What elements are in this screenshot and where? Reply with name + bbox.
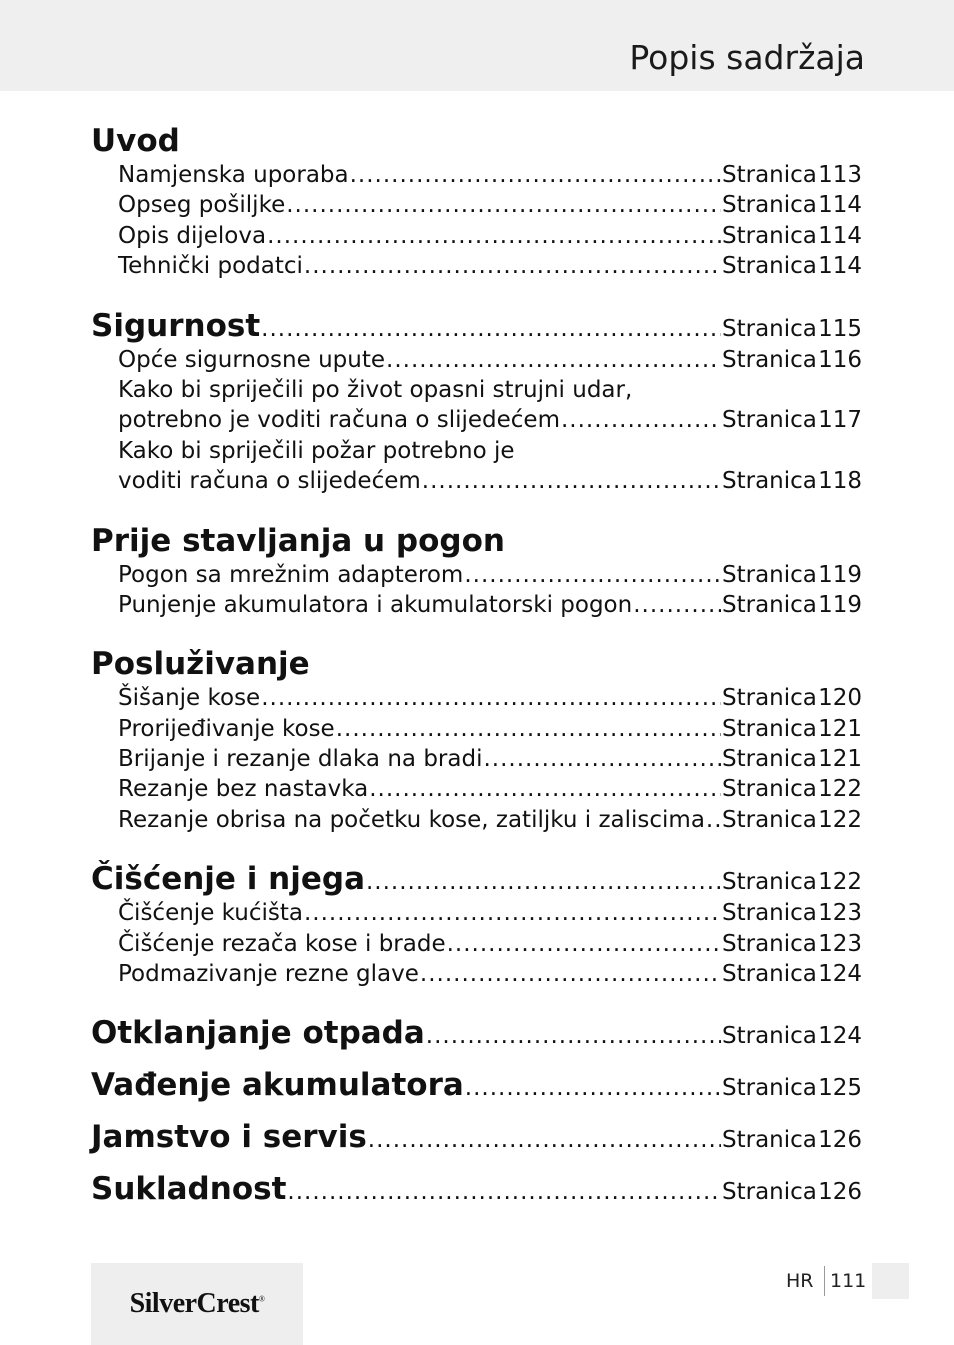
dot-leader <box>420 959 721 989</box>
toc-entry[interactable] <box>91 160 862 190</box>
toc-heading-entry[interactable] <box>91 307 862 345</box>
toc-entry-line1 <box>91 436 862 466</box>
section-heading: Čišćenje i njega <box>91 861 365 898</box>
toc-entry[interactable] <box>91 466 862 496</box>
page-word: Stranica <box>722 192 817 219</box>
entry-label: Čišćenje kućišta <box>118 900 303 927</box>
page-word: Stranica <box>722 222 817 249</box>
toc-entry[interactable] <box>91 744 862 774</box>
page-number-footer: 111 <box>830 1270 867 1292</box>
dot-leader <box>267 221 721 251</box>
page-word: Stranica <box>722 407 817 434</box>
page-word: Stranica <box>722 1127 817 1154</box>
entry-label: Opće sigurnosne upute <box>118 346 386 373</box>
toc-section-uvod <box>91 122 862 282</box>
page-word: Stranica <box>722 806 817 833</box>
entry-label: Rezanje obrisa na početku kose, zatiljku i zaliscima <box>118 806 705 833</box>
section-heading: Posluživanje <box>91 646 310 683</box>
page-word: Stranica <box>722 1179 817 1206</box>
page-word: Stranica <box>722 776 817 803</box>
dot-leader <box>561 405 721 435</box>
toc-entry[interactable] <box>91 221 862 251</box>
page-word: Stranica <box>722 162 817 188</box>
dot-leader <box>286 190 721 220</box>
page-number: 114 <box>818 192 862 219</box>
page-number: 122 <box>818 869 862 896</box>
page-word: Stranica <box>722 715 817 742</box>
toc-entry[interactable] <box>91 774 862 804</box>
page-number: 126 <box>818 1127 862 1154</box>
toc-section-otklanjanje <box>91 1014 862 1052</box>
page-word: Stranica <box>722 961 817 988</box>
entry-label: Namjenska uporaba <box>118 162 349 188</box>
page-number: 116 <box>818 346 862 373</box>
page-number: 113 <box>818 162 862 188</box>
footer-tab-box <box>872 1263 909 1299</box>
dot-leader <box>369 774 721 804</box>
page-number: 114 <box>818 253 862 280</box>
dot-leader <box>465 1069 721 1107</box>
page-number: 115 <box>818 315 862 342</box>
page-word: Stranica <box>722 900 817 927</box>
toc-section-sukladnost <box>91 1170 862 1208</box>
dot-leader <box>483 744 721 774</box>
entry-label: Opseg pošiljke <box>118 192 286 219</box>
toc-entry[interactable] <box>91 190 862 220</box>
toc-entry[interactable] <box>91 805 862 835</box>
toc-section-ciscenje <box>91 860 862 989</box>
toc-entry[interactable] <box>91 405 862 435</box>
entry-label: Tehnički podatci <box>118 253 303 280</box>
dot-leader <box>366 863 721 901</box>
dot-leader <box>447 929 721 959</box>
page-number: 123 <box>818 900 862 927</box>
page-number: 123 <box>818 930 862 957</box>
page-number: 121 <box>818 715 862 742</box>
page-number: 124 <box>818 1023 862 1050</box>
page-word: Stranica <box>722 1023 817 1050</box>
language-code: HR <box>786 1270 814 1292</box>
toc-entry[interactable] <box>91 714 862 744</box>
page-number: 119 <box>818 561 862 588</box>
toc-heading-entry[interactable] <box>91 1118 862 1156</box>
page-number: 121 <box>818 746 862 773</box>
entry-label: Podmazivanje rezne glave <box>118 961 419 988</box>
toc-entry-line1 <box>91 375 862 405</box>
toc-entry[interactable] <box>91 959 862 989</box>
dot-leader <box>706 805 721 835</box>
page-number: 120 <box>818 685 862 712</box>
page-word: Stranica <box>722 346 817 373</box>
entry-label: potrebno je voditi računa o slijedećem <box>118 407 560 434</box>
entry-label: Punjenje akumulatora i akumulatorski pogon <box>118 591 633 618</box>
toc-entry[interactable] <box>91 898 862 928</box>
toc-entry[interactable] <box>91 929 862 959</box>
section-heading: Sukladnost <box>91 1171 287 1208</box>
dot-leader <box>304 251 721 281</box>
page-number: 118 <box>818 468 862 495</box>
toc-heading-entry[interactable] <box>91 1014 862 1052</box>
page-number: 122 <box>818 806 862 833</box>
entry-label: Prorijeđivanje kose <box>118 715 335 742</box>
entry-label: Pogon sa mrežnim adapterom <box>118 561 464 588</box>
page-number: 125 <box>818 1075 862 1102</box>
page-title: Popis sadržaja <box>629 38 865 77</box>
section-heading: Vađenje akumulatora <box>91 1067 464 1104</box>
page-number: 122 <box>818 776 862 803</box>
entry-label: Čišćenje rezača kose i brade <box>118 930 446 957</box>
toc-heading-entry[interactable] <box>91 1066 862 1104</box>
dot-leader <box>633 590 721 620</box>
dot-leader <box>287 1173 721 1211</box>
dot-leader <box>422 466 721 496</box>
page-word: Stranica <box>722 869 817 896</box>
page-number: 114 <box>818 222 862 249</box>
table-of-contents <box>91 122 862 1222</box>
toc-section-prije-stavljanja <box>91 522 862 621</box>
toc-section-posluzivanje <box>91 645 862 835</box>
dot-leader <box>464 560 721 590</box>
page-word: Stranica <box>722 253 817 280</box>
dot-leader <box>261 310 721 348</box>
silvercrest-logo <box>130 1288 265 1320</box>
section-heading: Sigurnost <box>91 307 261 344</box>
entry-label: Šišanje kose <box>118 685 261 712</box>
section-heading: Uvod <box>91 123 180 159</box>
entry-label: Brijanje i rezanje dlaka na bradi <box>118 746 483 773</box>
toc-entry[interactable] <box>91 345 862 375</box>
entry-label-line1: Kako bi spriječili požar potrebno je <box>118 437 515 464</box>
page-word: Stranica <box>722 746 817 773</box>
page-word: Stranica <box>722 930 817 957</box>
dot-leader <box>304 898 721 928</box>
logo-text: SilverCrest <box>129 1288 259 1319</box>
page-word: Stranica <box>722 468 817 495</box>
dot-leader <box>350 160 721 190</box>
page-number: 126 <box>818 1179 862 1206</box>
page-word: Stranica <box>722 685 817 712</box>
section-heading: Otklanjanje otpada <box>91 1015 425 1052</box>
page-number: 124 <box>818 961 862 988</box>
page-word: Stranica <box>722 315 817 342</box>
page-number: 117 <box>818 407 862 434</box>
toc-entry[interactable] <box>91 560 862 590</box>
toc-entry[interactable] <box>91 683 862 713</box>
toc-entry[interactable] <box>91 251 862 281</box>
page-word: Stranica <box>722 561 817 588</box>
page-number: 119 <box>818 591 862 618</box>
toc-section-jamstvo <box>91 1118 862 1156</box>
dot-leader <box>426 1017 721 1055</box>
toc-section-sigurnost <box>91 307 862 497</box>
dot-leader <box>336 714 721 744</box>
footer-divider <box>824 1266 825 1296</box>
entry-label: Opis dijelova <box>118 222 267 249</box>
dot-leader <box>386 345 721 375</box>
page-word: Stranica <box>722 1075 817 1102</box>
section-heading: Prije stavljanja u pogon <box>91 522 505 559</box>
toc-section-vadenje <box>91 1066 862 1104</box>
dot-leader <box>261 683 721 713</box>
registered-mark: ® <box>258 1294 265 1304</box>
section-heading: Jamstvo i servis <box>91 1119 367 1156</box>
page-word: Stranica <box>722 591 817 618</box>
toc-heading-entry[interactable] <box>91 1170 862 1208</box>
entry-label: Rezanje bez nastavka <box>118 776 369 803</box>
entry-label-line1: Kako bi spriječili po život opasni strujni udar, <box>118 376 633 403</box>
dot-leader <box>368 1121 721 1159</box>
toc-entry[interactable] <box>91 590 862 620</box>
toc-heading-entry[interactable] <box>91 860 862 898</box>
brand-logo-box <box>91 1263 303 1345</box>
entry-label: voditi računa o slijedećem <box>118 468 421 495</box>
